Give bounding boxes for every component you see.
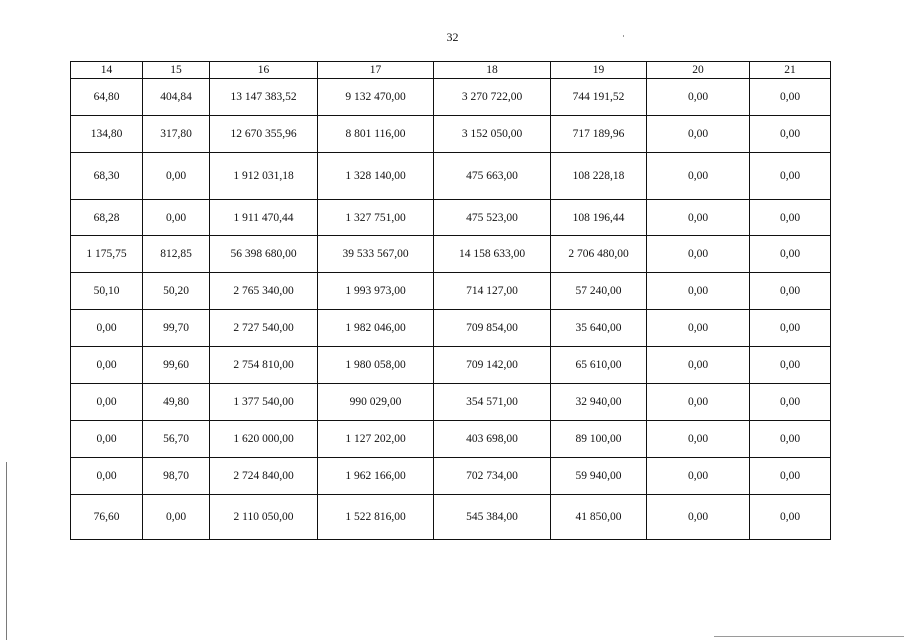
table-cell: 1 912 031,18 [210,153,318,200]
table-cell: 76,60 [71,495,143,540]
table-cell: 709 142,00 [434,347,551,384]
table-cell: 1 328 140,00 [318,153,434,200]
table-cell: 56,70 [143,421,210,458]
table-cell: 1 175,75 [71,236,143,273]
table-cell: 68,30 [71,153,143,200]
table-cell: 89 100,00 [551,421,647,458]
table-cell: 354 571,00 [434,384,551,421]
table-cell: 317,80 [143,116,210,153]
table-cell: 0,00 [647,310,750,347]
table-cell: 812,85 [143,236,210,273]
scan-edge-line-left [6,462,7,640]
table-cell: 1 620 000,00 [210,421,318,458]
table-cell: 99,70 [143,310,210,347]
table-cell: 0,00 [647,421,750,458]
table-row [71,116,831,153]
table-cell: 2 754 810,00 [210,347,318,384]
column-header: 18 [434,62,551,79]
table-cell: 68,28 [71,200,143,236]
table-cell: 8 801 116,00 [318,116,434,153]
table-cell: 59 940,00 [551,458,647,495]
table-cell: 0,00 [750,273,831,310]
table-cell: 50,10 [71,273,143,310]
table-cell: 0,00 [71,384,143,421]
table-cell: 0,00 [647,347,750,384]
table-cell: 9 132 470,00 [318,79,434,116]
table-cell: 57 240,00 [551,273,647,310]
table-cell: 0,00 [143,495,210,540]
data-table [70,61,831,540]
table-cell: 1 980 058,00 [318,347,434,384]
column-header: 21 [750,62,831,79]
table-row [71,495,831,540]
table-cell: 702 734,00 [434,458,551,495]
table-cell: 0,00 [750,421,831,458]
table-row [71,310,831,347]
table-header-row [71,62,831,79]
table-row [71,236,831,273]
table-cell: 0,00 [750,310,831,347]
table-cell: 1 962 166,00 [318,458,434,495]
table-cell: 39 533 567,00 [318,236,434,273]
table-row [71,273,831,310]
column-header: 19 [551,62,647,79]
table-cell: 14 158 633,00 [434,236,551,273]
table-cell: 2 765 340,00 [210,273,318,310]
table-row [71,200,831,236]
table-cell: 0,00 [71,458,143,495]
table-cell: 2 727 540,00 [210,310,318,347]
table-cell: 1 911 470,44 [210,200,318,236]
table-cell: 13 147 383,52 [210,79,318,116]
table-cell: 0,00 [750,116,831,153]
scan-speck [623,35,624,37]
table-cell: 475 523,00 [434,200,551,236]
table-cell: 0,00 [647,116,750,153]
column-header: 17 [318,62,434,79]
table-cell: 35 640,00 [551,310,647,347]
table-cell: 545 384,00 [434,495,551,540]
column-header: 14 [71,62,143,79]
table-cell: 0,00 [750,79,831,116]
table-cell: 0,00 [647,273,750,310]
table-cell: 64,80 [71,79,143,116]
table-cell: 1 982 046,00 [318,310,434,347]
table-cell: 56 398 680,00 [210,236,318,273]
column-header: 15 [143,62,210,79]
table-cell: 134,80 [71,116,143,153]
table-cell: 714 127,00 [434,273,551,310]
table-cell: 0,00 [647,458,750,495]
table-row [71,458,831,495]
table-cell: 50,20 [143,273,210,310]
table-cell: 2 110 050,00 [210,495,318,540]
table-cell: 0,00 [750,236,831,273]
table-cell: 0,00 [750,347,831,384]
table-cell: 0,00 [143,153,210,200]
table-cell: 403 698,00 [434,421,551,458]
table-cell: 2 706 480,00 [551,236,647,273]
table-cell: 0,00 [647,79,750,116]
table-cell: 12 670 355,96 [210,116,318,153]
table-cell: 0,00 [750,495,831,540]
table-row [71,153,831,200]
table-cell: 98,70 [143,458,210,495]
table-cell: 41 850,00 [551,495,647,540]
table-cell: 0,00 [647,384,750,421]
table-cell: 0,00 [750,153,831,200]
table-cell: 1 377 540,00 [210,384,318,421]
table-row [71,384,831,421]
table-cell: 0,00 [647,495,750,540]
table-cell: 0,00 [647,153,750,200]
scan-edge-line-bottom [714,636,904,637]
table-row [71,79,831,116]
table-cell: 3 270 722,00 [434,79,551,116]
table-cell: 0,00 [750,458,831,495]
table-cell: 108 196,44 [551,200,647,236]
table-cell: 0,00 [750,200,831,236]
table-cell: 0,00 [750,384,831,421]
table-cell: 0,00 [143,200,210,236]
table-cell: 1 327 751,00 [318,200,434,236]
table-row [71,347,831,384]
page-number: 32 [446,30,459,44]
table-cell: 990 029,00 [318,384,434,421]
table-cell: 1 522 816,00 [318,495,434,540]
table-cell: 0,00 [71,421,143,458]
table-cell: 0,00 [647,236,750,273]
table-cell: 404,84 [143,79,210,116]
table-cell: 3 152 050,00 [434,116,551,153]
table-cell: 108 228,18 [551,153,647,200]
table-cell: 717 189,96 [551,116,647,153]
table-cell: 0,00 [71,347,143,384]
table-cell: 744 191,52 [551,79,647,116]
table-cell: 709 854,00 [434,310,551,347]
table-cell: 1 127 202,00 [318,421,434,458]
table-cell: 0,00 [71,310,143,347]
table-cell: 2 724 840,00 [210,458,318,495]
table-cell: 99,60 [143,347,210,384]
table-cell: 65 610,00 [551,347,647,384]
column-header: 16 [210,62,318,79]
column-header: 20 [647,62,750,79]
table-row [71,421,831,458]
table-cell: 32 940,00 [551,384,647,421]
table-cell: 0,00 [647,200,750,236]
table-cell: 1 993 973,00 [318,273,434,310]
table-cell: 49,80 [143,384,210,421]
table-cell: 475 663,00 [434,153,551,200]
